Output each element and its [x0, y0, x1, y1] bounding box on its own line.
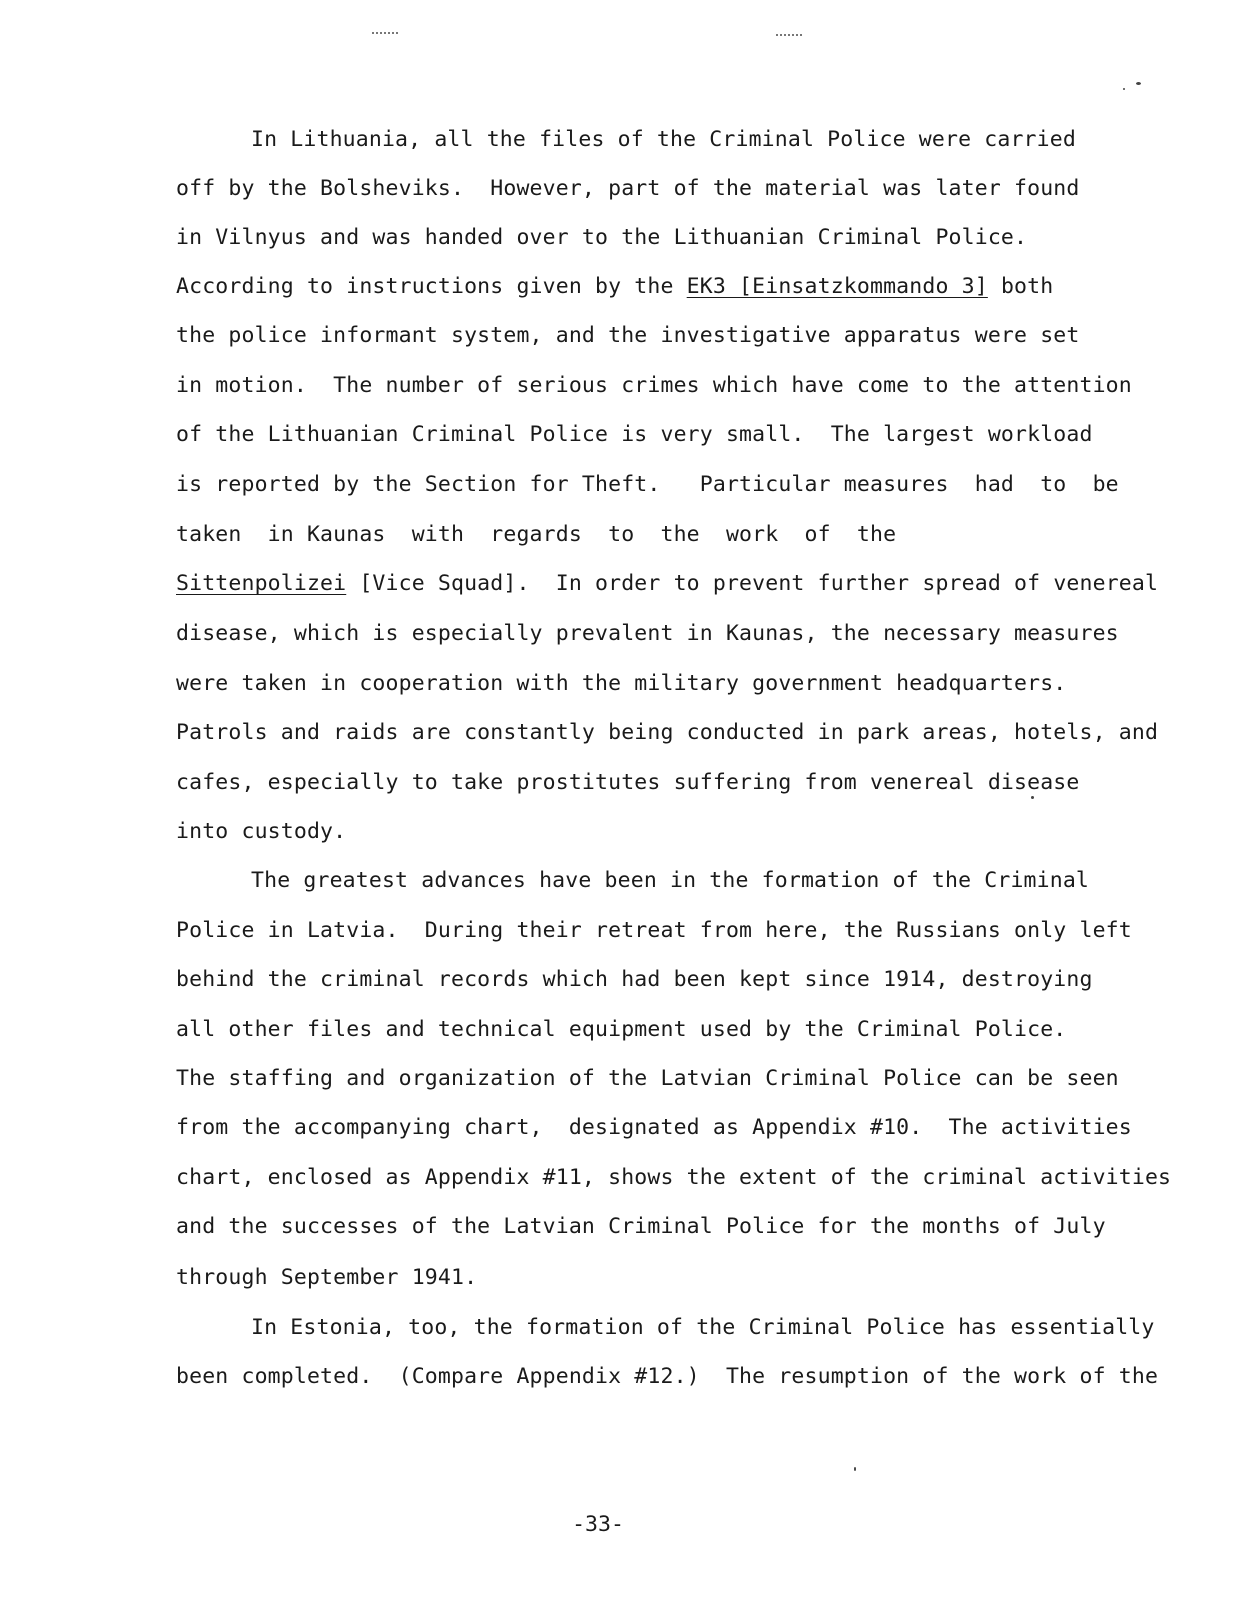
text-segment: [Vice Squad]. In order to prevent further spread of venereal [346, 571, 1159, 596]
text-line: were taken in cooperation with the military government headquarters. [176, 671, 1067, 696]
text-line: Police in Latvia. During their retreat from here, the Russians only left [176, 918, 1132, 943]
text-segment: both [987, 274, 1054, 299]
text-line: The greatest advances have been in the formation of the Criminal [251, 868, 1090, 893]
text-line: chart, enclosed as Appendix #11, shows the extent of the criminal activities [176, 1165, 1172, 1190]
scan-noise [776, 34, 804, 36]
text-line: into custody. [176, 819, 347, 844]
text-line [176, 273, 1053, 301]
text-line: is reported by the Section for Theft. Particular measures had to be [176, 472, 1119, 497]
text-line: through September 1941. [176, 1265, 478, 1290]
underlined-term: Sittenpolizei [176, 571, 347, 596]
underlined-term: EK3 [Einsatzkommando 3] [686, 274, 988, 299]
text-line: the police informant system, and the investigative apparatus were set [176, 323, 1080, 348]
text-line: been completed. (Compare Appendix #12.) The resumption of the work of the [176, 1364, 1159, 1389]
page-number: -33- [572, 1512, 624, 1537]
text-line: of the Lithuanian Criminal Police is very small. The largest workload [176, 422, 1093, 447]
scan-noise [372, 32, 400, 34]
scan-noise [1123, 88, 1125, 90]
text-line [176, 570, 1158, 598]
text-line: all other files and technical equipment used by the Criminal Police. [176, 1017, 1067, 1042]
text-line: from the accompanying chart, designated as Appendix #10. The activities [176, 1115, 1132, 1140]
text-line: and the successes of the Latvian Criminal Police for the months of July [176, 1214, 1106, 1239]
text-line: behind the criminal records which had been kept since 1914, destroying [176, 967, 1093, 992]
text-line: In Estonia, too, the formation of the Criminal Police has essentially [251, 1315, 1155, 1340]
text-line: taken in Kaunas with regards to the work of the [176, 522, 897, 547]
text-line: In Lithuania, all the files of the Criminal Police were carried [251, 127, 1076, 152]
text-line: in motion. The number of serious crimes which have come to the attention [176, 373, 1132, 398]
scan-noise [854, 1467, 856, 1471]
text-line: Patrols and raids are constantly being conducted in park areas, hotels, and [176, 720, 1159, 745]
text-segment: According to instructions given by the [176, 274, 687, 299]
scan-noise [1136, 82, 1141, 85]
text-line: in Vilnyus and was handed over to the Lithuanian Criminal Police. [176, 225, 1028, 250]
scan-noise [1031, 796, 1034, 799]
text-line: The staffing and organization of the Latvian Criminal Police can be seen [176, 1066, 1119, 1091]
text-line: disease, which is especially prevalent in Kaunas, the necessary measures [176, 621, 1119, 646]
text-line: off by the Bolsheviks. However, part of the material was later found [176, 176, 1080, 201]
text-line: cafes, especially to take prostitutes suffering from venereal disease [176, 770, 1080, 795]
